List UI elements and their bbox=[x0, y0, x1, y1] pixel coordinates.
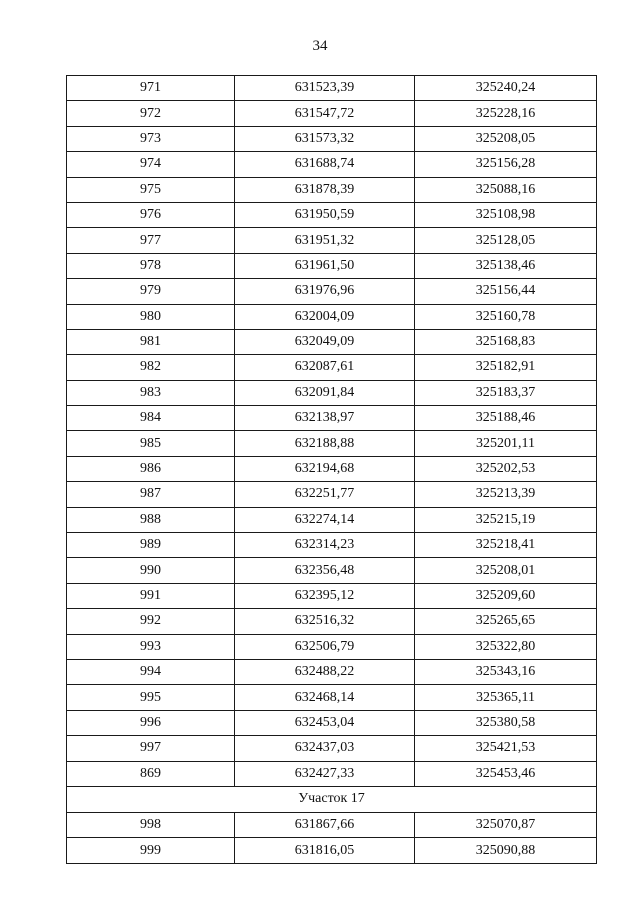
table-row bbox=[67, 76, 597, 101]
table-row bbox=[67, 685, 597, 710]
table-row bbox=[67, 736, 597, 761]
point-number-cell: 987 bbox=[67, 482, 235, 507]
x-coordinate-cell: 632395,12 bbox=[235, 583, 415, 608]
y-coordinate-cell: 325213,39 bbox=[415, 482, 597, 507]
point-number-cell: 973 bbox=[67, 126, 235, 151]
point-number-cell: 986 bbox=[67, 456, 235, 481]
x-coordinate-cell: 631961,50 bbox=[235, 253, 415, 278]
y-coordinate-cell: 325168,83 bbox=[415, 329, 597, 354]
x-coordinate-cell: 632087,61 bbox=[235, 355, 415, 380]
point-number-cell: 975 bbox=[67, 177, 235, 202]
x-coordinate-cell: 631816,05 bbox=[235, 838, 415, 863]
x-coordinate-cell: 631976,96 bbox=[235, 279, 415, 304]
y-coordinate-cell: 325228,16 bbox=[415, 101, 597, 126]
point-number-cell: 977 bbox=[67, 228, 235, 253]
x-coordinate-cell: 632138,97 bbox=[235, 406, 415, 431]
table-row bbox=[67, 279, 597, 304]
point-number-cell: 971 bbox=[67, 76, 235, 101]
x-coordinate-cell: 631523,39 bbox=[235, 76, 415, 101]
table-row bbox=[67, 533, 597, 558]
x-coordinate-cell: 632468,14 bbox=[235, 685, 415, 710]
table-row bbox=[67, 710, 597, 735]
x-coordinate-cell: 632427,33 bbox=[235, 761, 415, 786]
y-coordinate-cell: 325160,78 bbox=[415, 304, 597, 329]
point-number-cell: 998 bbox=[67, 812, 235, 837]
table-row bbox=[67, 202, 597, 227]
table-row bbox=[67, 482, 597, 507]
table-row bbox=[67, 659, 597, 684]
point-number-cell: 995 bbox=[67, 685, 235, 710]
y-coordinate-cell: 325365,11 bbox=[415, 685, 597, 710]
x-coordinate-cell: 632356,48 bbox=[235, 558, 415, 583]
point-number-cell: 981 bbox=[67, 329, 235, 354]
page-number: 34 bbox=[312, 38, 328, 54]
table-row bbox=[67, 456, 597, 481]
section-row bbox=[67, 786, 597, 812]
point-number-cell: 869 bbox=[67, 761, 235, 786]
y-coordinate-cell: 325201,11 bbox=[415, 431, 597, 456]
point-number-cell: 989 bbox=[67, 533, 235, 558]
x-coordinate-cell: 631547,72 bbox=[235, 101, 415, 126]
x-coordinate-cell: 632488,22 bbox=[235, 659, 415, 684]
table-row bbox=[67, 838, 597, 863]
y-coordinate-cell: 325209,60 bbox=[415, 583, 597, 608]
point-number-cell: 982 bbox=[67, 355, 235, 380]
x-coordinate-cell: 631878,39 bbox=[235, 177, 415, 202]
point-number-cell: 974 bbox=[67, 152, 235, 177]
y-coordinate-cell: 325088,16 bbox=[415, 177, 597, 202]
x-coordinate-cell: 631867,66 bbox=[235, 812, 415, 837]
y-coordinate-cell: 325322,80 bbox=[415, 634, 597, 659]
table-row bbox=[67, 634, 597, 659]
y-coordinate-cell: 325240,24 bbox=[415, 76, 597, 101]
table-row bbox=[67, 558, 597, 583]
x-coordinate-cell: 632091,84 bbox=[235, 380, 415, 405]
table-row bbox=[67, 507, 597, 532]
point-number-cell: 985 bbox=[67, 431, 235, 456]
point-number-cell: 983 bbox=[67, 380, 235, 405]
point-number-cell: 992 bbox=[67, 609, 235, 634]
table-row bbox=[67, 609, 597, 634]
y-coordinate-cell: 325138,46 bbox=[415, 253, 597, 278]
table-row bbox=[67, 228, 597, 253]
point-number-cell: 978 bbox=[67, 253, 235, 278]
table-row bbox=[67, 304, 597, 329]
x-coordinate-cell: 631688,74 bbox=[235, 152, 415, 177]
point-number-cell: 972 bbox=[67, 101, 235, 126]
point-number-cell: 994 bbox=[67, 659, 235, 684]
point-number-cell: 980 bbox=[67, 304, 235, 329]
y-coordinate-cell: 325156,44 bbox=[415, 279, 597, 304]
point-number-cell: 988 bbox=[67, 507, 235, 532]
table-row bbox=[67, 152, 597, 177]
x-coordinate-cell: 632274,14 bbox=[235, 507, 415, 532]
point-number-cell: 991 bbox=[67, 583, 235, 608]
y-coordinate-cell: 325453,46 bbox=[415, 761, 597, 786]
table-row bbox=[67, 329, 597, 354]
table-row bbox=[67, 101, 597, 126]
x-coordinate-cell: 632516,32 bbox=[235, 609, 415, 634]
x-coordinate-cell: 632251,77 bbox=[235, 482, 415, 507]
x-coordinate-cell: 632314,23 bbox=[235, 533, 415, 558]
table-row bbox=[67, 761, 597, 786]
table-row bbox=[67, 355, 597, 380]
table-row bbox=[67, 583, 597, 608]
x-coordinate-cell: 632004,09 bbox=[235, 304, 415, 329]
point-number-cell: 990 bbox=[67, 558, 235, 583]
x-coordinate-cell: 631573,32 bbox=[235, 126, 415, 151]
point-number-cell: 984 bbox=[67, 406, 235, 431]
y-coordinate-cell: 325265,65 bbox=[415, 609, 597, 634]
y-coordinate-cell: 325218,41 bbox=[415, 533, 597, 558]
coordinates-table bbox=[66, 75, 597, 864]
x-coordinate-cell: 632188,88 bbox=[235, 431, 415, 456]
x-coordinate-cell: 631950,59 bbox=[235, 202, 415, 227]
y-coordinate-cell: 325380,58 bbox=[415, 710, 597, 735]
x-coordinate-cell: 632453,04 bbox=[235, 710, 415, 735]
y-coordinate-cell: 325215,19 bbox=[415, 507, 597, 532]
table-row bbox=[67, 406, 597, 431]
y-coordinate-cell: 325090,88 bbox=[415, 838, 597, 863]
table-row bbox=[67, 812, 597, 837]
y-coordinate-cell: 325108,98 bbox=[415, 202, 597, 227]
x-coordinate-cell: 632506,79 bbox=[235, 634, 415, 659]
y-coordinate-cell: 325202,53 bbox=[415, 456, 597, 481]
point-number-cell: 979 bbox=[67, 279, 235, 304]
y-coordinate-cell: 325070,87 bbox=[415, 812, 597, 837]
y-coordinate-cell: 325183,37 bbox=[415, 380, 597, 405]
point-number-cell: 976 bbox=[67, 202, 235, 227]
table-row bbox=[67, 431, 597, 456]
point-number-cell: 993 bbox=[67, 634, 235, 659]
x-coordinate-cell: 632049,09 bbox=[235, 329, 415, 354]
table-row bbox=[67, 380, 597, 405]
y-coordinate-cell: 325343,16 bbox=[415, 659, 597, 684]
table-row bbox=[67, 253, 597, 278]
y-coordinate-cell: 325188,46 bbox=[415, 406, 597, 431]
table-row bbox=[67, 177, 597, 202]
x-coordinate-cell: 632437,03 bbox=[235, 736, 415, 761]
point-number-cell: 999 bbox=[67, 838, 235, 863]
point-number-cell: 996 bbox=[67, 710, 235, 735]
section-title: Участок 17 bbox=[67, 786, 597, 812]
coordinates-table-body bbox=[67, 76, 597, 864]
y-coordinate-cell: 325421,53 bbox=[415, 736, 597, 761]
y-coordinate-cell: 325208,01 bbox=[415, 558, 597, 583]
y-coordinate-cell: 325156,28 bbox=[415, 152, 597, 177]
table-row bbox=[67, 126, 597, 151]
y-coordinate-cell: 325182,91 bbox=[415, 355, 597, 380]
x-coordinate-cell: 632194,68 bbox=[235, 456, 415, 481]
y-coordinate-cell: 325128,05 bbox=[415, 228, 597, 253]
x-coordinate-cell: 631951,32 bbox=[235, 228, 415, 253]
y-coordinate-cell: 325208,05 bbox=[415, 126, 597, 151]
point-number-cell: 997 bbox=[67, 736, 235, 761]
